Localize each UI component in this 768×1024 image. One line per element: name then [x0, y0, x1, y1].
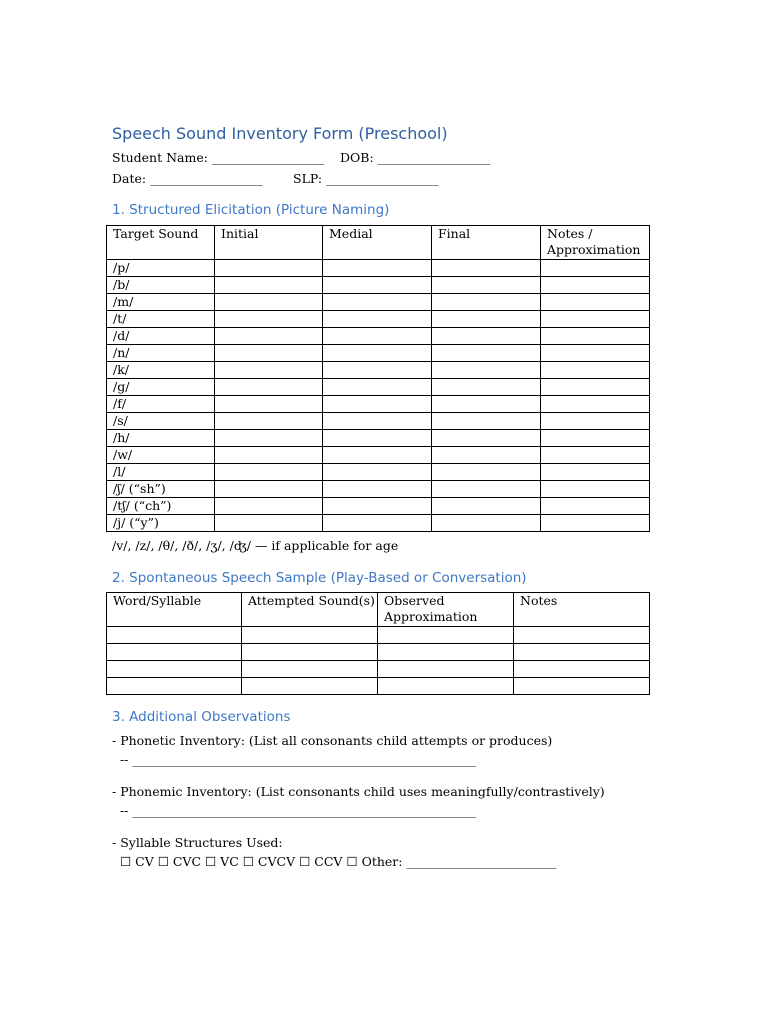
cell[interactable]: [107, 661, 242, 678]
response-cell[interactable]: [541, 413, 650, 430]
table-row: [107, 362, 650, 379]
response-cell[interactable]: [215, 498, 323, 515]
phonemic-inventory-line[interactable]: -- _______________________________________________________: [112, 803, 477, 818]
response-cell[interactable]: [432, 294, 541, 311]
target-sound-cell: /w/: [107, 447, 215, 464]
response-cell[interactable]: [215, 260, 323, 277]
header-notes: Notes / Approximation: [541, 226, 650, 260]
response-cell[interactable]: [432, 379, 541, 396]
phonetic-inventory-line[interactable]: -- _______________________________________________________: [112, 752, 477, 767]
table-row: [107, 644, 650, 661]
target-sound-cell: /s/: [107, 413, 215, 430]
cell[interactable]: [378, 627, 514, 644]
target-sound-cell: /t/: [107, 311, 215, 328]
section3-heading: 3. Additional Observations: [112, 709, 291, 725]
response-cell[interactable]: [541, 481, 650, 498]
response-cell[interactable]: [215, 362, 323, 379]
response-cell[interactable]: [215, 481, 323, 498]
response-cell[interactable]: [215, 311, 323, 328]
target-sound-cell: /g/: [107, 379, 215, 396]
response-cell[interactable]: [432, 481, 541, 498]
elicitation-table: [106, 225, 650, 532]
cell[interactable]: [242, 661, 378, 678]
cell[interactable]: [107, 644, 242, 661]
table-row: [107, 260, 650, 277]
response-cell[interactable]: [541, 379, 650, 396]
table-row: [107, 678, 650, 695]
response-cell[interactable]: [541, 515, 650, 532]
speech-sample-table: [106, 592, 650, 695]
response-cell[interactable]: [215, 396, 323, 413]
table-row: [107, 413, 650, 430]
cell[interactable]: [242, 678, 378, 695]
phonetic-inventory-label: - Phonetic Inventory: (List all consonants child attempts or produces): [112, 733, 553, 748]
cell[interactable]: [107, 627, 242, 644]
header-word-syllable: Word/Syllable: [107, 593, 242, 627]
response-cell[interactable]: [432, 498, 541, 515]
target-sound-cell: /n/: [107, 345, 215, 362]
table-row: [107, 498, 650, 515]
table-row: [107, 345, 650, 362]
phonemic-inventory-label: - Phonemic Inventory: (List consonants child uses meaningfully/contrastively): [112, 784, 605, 799]
response-cell[interactable]: [432, 413, 541, 430]
cell[interactable]: [514, 627, 650, 644]
table-row: [107, 311, 650, 328]
response-cell[interactable]: [541, 328, 650, 345]
response-cell[interactable]: [432, 345, 541, 362]
response-cell[interactable]: [323, 311, 432, 328]
target-sound-cell: /j/ (“y”): [107, 515, 215, 532]
response-cell[interactable]: [432, 447, 541, 464]
student-name-field: Student Name: __________________: [112, 150, 325, 165]
date-field: Date: __________________: [112, 171, 263, 186]
table-row: [107, 294, 650, 311]
response-cell[interactable]: [541, 396, 650, 413]
target-sound-cell: /b/: [107, 277, 215, 294]
target-sound-cell: /k/: [107, 362, 215, 379]
response-cell[interactable]: [432, 260, 541, 277]
response-cell[interactable]: [432, 396, 541, 413]
target-sound-cell: /l/: [107, 464, 215, 481]
cell[interactable]: [107, 678, 242, 695]
table-row: [107, 379, 650, 396]
response-cell[interactable]: [323, 464, 432, 481]
response-cell[interactable]: [215, 413, 323, 430]
section2-heading: 2. Spontaneous Speech Sample (Play-Based or Conversation): [112, 570, 527, 586]
table-row: [107, 430, 650, 447]
response-cell[interactable]: [323, 498, 432, 515]
response-cell[interactable]: [541, 277, 650, 294]
table-row: [107, 515, 650, 532]
page-title: Speech Sound Inventory Form (Preschool): [112, 124, 448, 143]
response-cell[interactable]: [215, 379, 323, 396]
header-medial: Medial: [323, 226, 432, 260]
cell[interactable]: [378, 678, 514, 695]
response-cell[interactable]: [541, 498, 650, 515]
response-cell[interactable]: [215, 515, 323, 532]
table-row: [107, 277, 650, 294]
header-initial: Initial: [215, 226, 323, 260]
response-cell[interactable]: [323, 345, 432, 362]
response-cell[interactable]: [432, 515, 541, 532]
response-cell[interactable]: [215, 294, 323, 311]
cell[interactable]: [378, 661, 514, 678]
response-cell[interactable]: [432, 430, 541, 447]
response-cell[interactable]: [541, 430, 650, 447]
response-cell[interactable]: [432, 277, 541, 294]
response-cell[interactable]: [323, 430, 432, 447]
response-cell[interactable]: [541, 464, 650, 481]
response-cell[interactable]: [215, 447, 323, 464]
target-sound-cell: /f/: [107, 396, 215, 413]
response-cell[interactable]: [323, 294, 432, 311]
response-cell[interactable]: [541, 447, 650, 464]
target-sound-cell: /ʃ/ (“sh”): [107, 481, 215, 498]
response-cell[interactable]: [323, 328, 432, 345]
response-cell[interactable]: [541, 294, 650, 311]
table-row: [107, 396, 650, 413]
response-cell[interactable]: [323, 260, 432, 277]
response-cell[interactable]: [541, 311, 650, 328]
additional-sounds-note: /v/, /z/, /θ/, /ð/, /ʒ/, /ʤ/ — if applicable for age: [112, 538, 399, 553]
slp-field: SLP: __________________: [293, 171, 439, 186]
cell[interactable]: [514, 678, 650, 695]
table-row: [107, 627, 650, 644]
response-cell[interactable]: [323, 396, 432, 413]
response-cell[interactable]: [323, 515, 432, 532]
header-final: Final: [432, 226, 541, 260]
response-cell[interactable]: [541, 345, 650, 362]
table-row: [107, 481, 650, 498]
syllable-structure-checkboxes[interactable]: ☐ CV ☐ CVC ☐ VC ☐ CVCV ☐ CCV ☐ Other: ________________________: [112, 854, 557, 869]
response-cell[interactable]: [215, 277, 323, 294]
response-cell[interactable]: [323, 481, 432, 498]
header-target-sound: Target Sound: [107, 226, 215, 260]
cell[interactable]: [514, 661, 650, 678]
cell[interactable]: [242, 644, 378, 661]
response-cell[interactable]: [432, 464, 541, 481]
header-notes: Notes: [514, 593, 650, 627]
syllable-structures-label: - Syllable Structures Used:: [112, 835, 283, 850]
cell[interactable]: [242, 627, 378, 644]
table-row: [107, 464, 650, 481]
target-sound-cell: /p/: [107, 260, 215, 277]
table-row: [107, 447, 650, 464]
elicitation-header-row: [107, 226, 650, 260]
response-cell[interactable]: [432, 328, 541, 345]
target-sound-cell: /h/: [107, 430, 215, 447]
speech-sample-header-row: [107, 593, 650, 627]
response-cell[interactable]: [432, 362, 541, 379]
response-cell[interactable]: [432, 311, 541, 328]
target-sound-cell: /tʃ/ (“ch”): [107, 498, 215, 515]
response-cell[interactable]: [541, 362, 650, 379]
dob-field: DOB: __________________: [340, 150, 491, 165]
response-cell[interactable]: [323, 379, 432, 396]
response-cell[interactable]: [215, 345, 323, 362]
target-sound-cell: /d/: [107, 328, 215, 345]
section1-heading: 1. Structured Elicitation (Picture Naming): [112, 202, 390, 218]
response-cell[interactable]: [215, 430, 323, 447]
response-cell[interactable]: [215, 328, 323, 345]
response-cell[interactable]: [323, 362, 432, 379]
header-observed-approximation: Observed Approximation: [378, 593, 514, 627]
response-cell[interactable]: [541, 260, 650, 277]
table-row: [107, 328, 650, 345]
response-cell[interactable]: [323, 277, 432, 294]
header-attempted-sounds: Attempted Sound(s): [242, 593, 378, 627]
response-cell[interactable]: [323, 447, 432, 464]
table-row: [107, 661, 650, 678]
cell[interactable]: [378, 644, 514, 661]
response-cell[interactable]: [323, 413, 432, 430]
target-sound-cell: /m/: [107, 294, 215, 311]
cell[interactable]: [514, 644, 650, 661]
response-cell[interactable]: [215, 464, 323, 481]
